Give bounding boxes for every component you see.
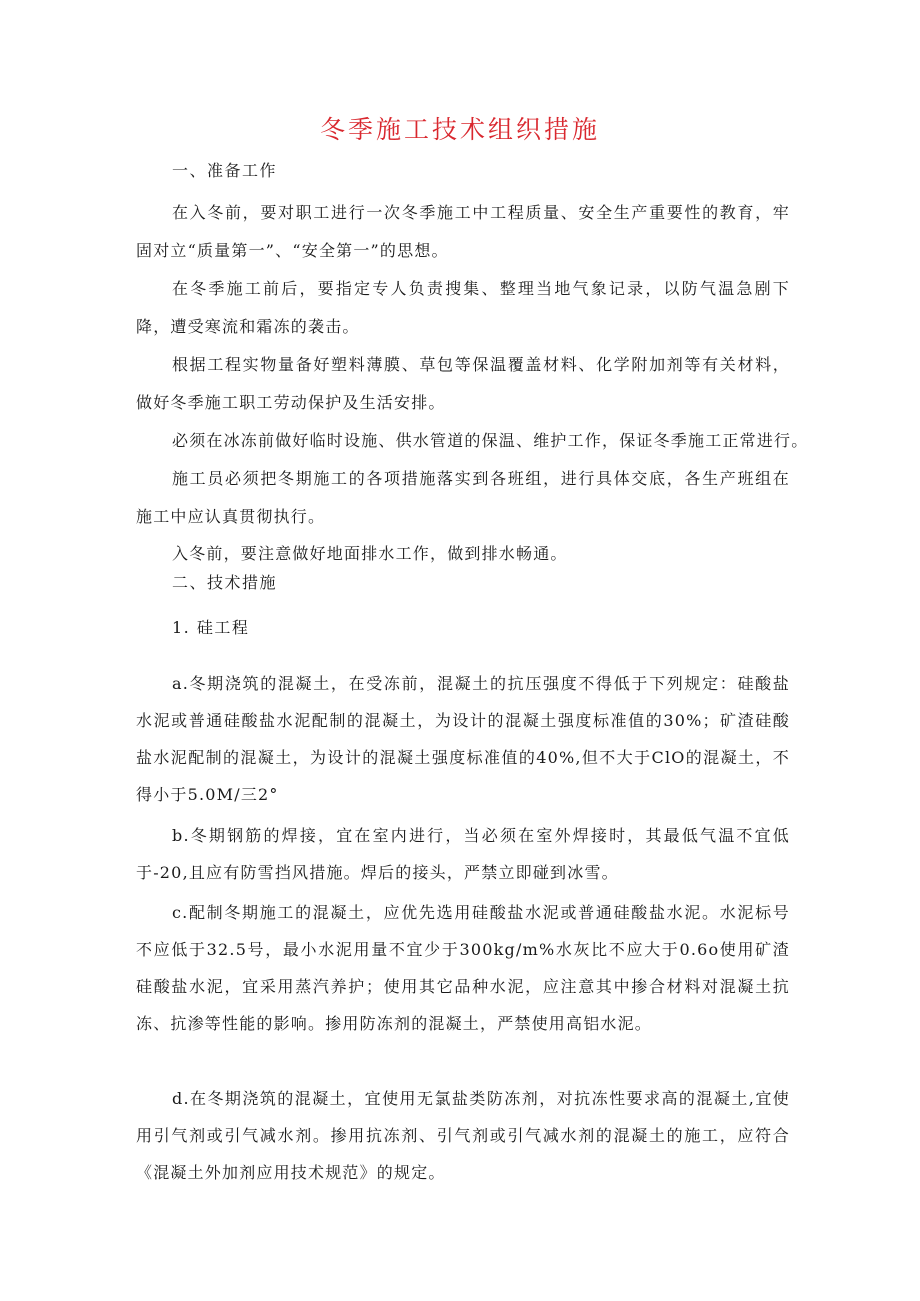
paragraph-weather: 在冬季施工前后，要指定专人负责搜集、整理当地气象记录，以防气温急剧下降，遭受寒流和霜冻的袭击。	[136, 279, 790, 336]
section-heading-technical: 二、技术措施	[172, 573, 278, 592]
document-title: 冬季施工技术组织措施	[319, 115, 600, 144]
subsection-heading-concrete: 1. 硅工程	[172, 618, 250, 637]
item-b-welding: b.冬期钢筋的焊接，宜在室内进行，当必须在室外焊接时，其最低气温不宜低于-20,且应有防雪挡风措施。焊后的接头，严禁立即碰到冰雪。	[136, 826, 790, 882]
item-c-cement: c.配制冬期施工的混凝土，应优先选用硅酸盐水泥或普通硅酸盐水泥。水泥标号不应低于32.5号，最小水泥用量不宜少于300kg∕m%水灰比不应大于0.6o使用矿渣硅酸盐水泥，宜采用蒸汽养护；使用其它品种水泥，应注意其中掺合材料对混凝土抗冻、抗渗等性能的影响。掺用防冻剂的混凝土，严禁使用高铝水泥。	[136, 903, 790, 1033]
item-a-strength: a.冬期浇筑的混凝土，在受冻前，混凝土的抗压强度不得低于下列规定：硅酸盐水泥或普通硅酸盐水泥配制的混凝土，为设计的混凝土强度标准值的30%；矿渣硅酸盐水泥配制的混凝土，为设计的混凝土强度标准值的40%,但不大于ClO的混凝土，不得小于5.0M∕三2°	[136, 674, 790, 804]
paragraph-materials: 根据工程实物量备好塑料薄膜、草包等保温覆盖材料、化学附加剂等有关材料，做好冬季施工职工劳动保护及生活安排。	[136, 355, 790, 412]
item-d-antifreeze: d.在冬期浇筑的混凝土，宜使用无氯盐类防冻剂，对抗冻性要求高的混凝土,宜使用引气剂或引气减水剂。掺用抗冻剂、引气剂或引气减水剂的混凝土的施工，应符合《混凝土外加剂应用技术规范》的规定。	[136, 1089, 790, 1182]
paragraph-briefing: 施工员必须把冬期施工的各项措施落实到各班组，进行具体交底，各生产班组在施工中应认真贯彻执行。	[136, 469, 790, 526]
paragraph-education: 在入冬前，要对职工进行一次冬季施工中工程质量、安全生产重要性的教育，牢固对立“质量第一”、“安全第一”的思想。	[136, 203, 790, 260]
section-heading-preparation: 一、准备工作	[172, 161, 278, 180]
paragraph-facilities: 必须在冰冻前做好临时设施、供水管道的保温、维护工作，保证冬季施工正常进行。	[172, 431, 809, 450]
paragraph-drainage: 入冬前，要注意做好地面排水工作，做到排水畅通。	[172, 544, 568, 563]
